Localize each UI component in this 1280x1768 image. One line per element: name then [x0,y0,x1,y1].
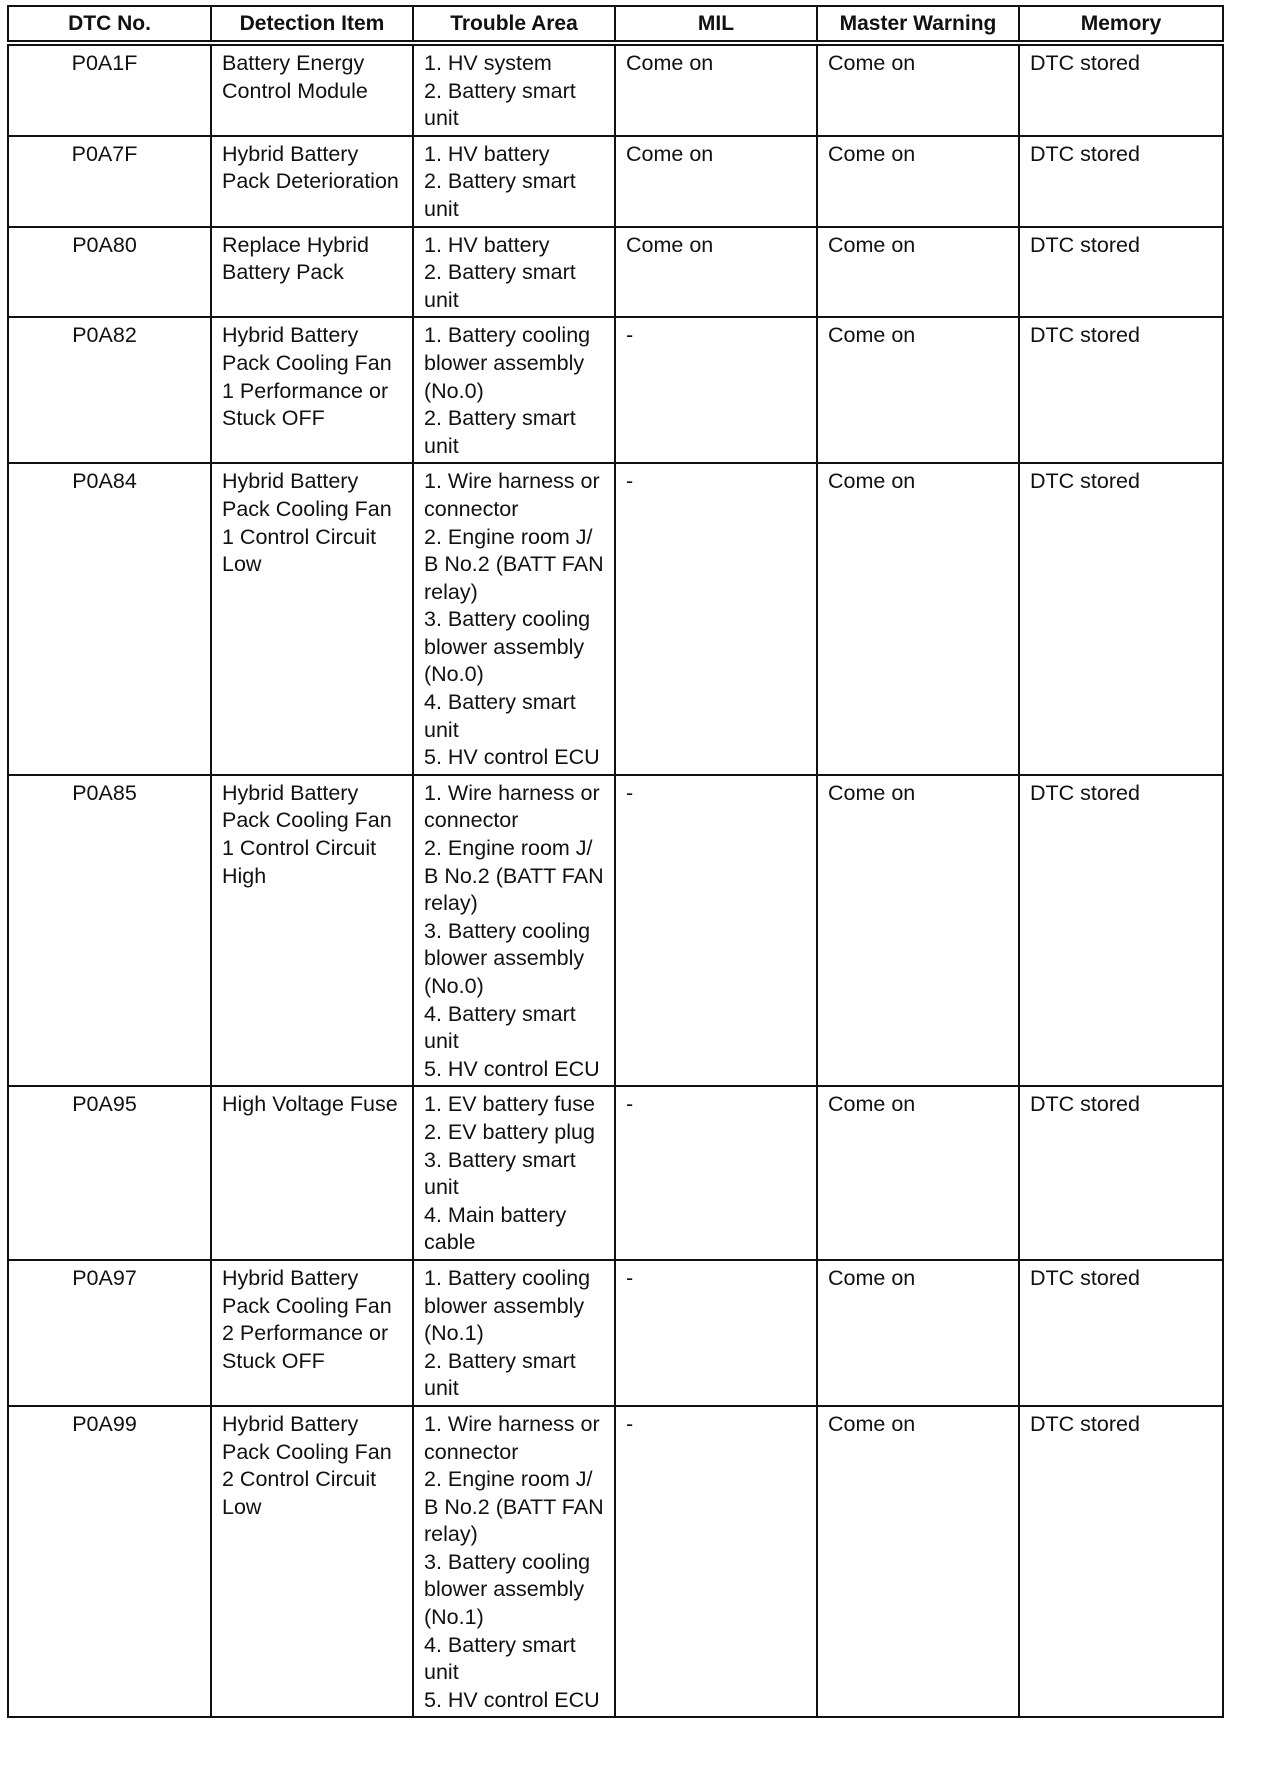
trouble-area-line: 2. Battery smart unit [424,406,576,458]
trouble-area-line: 2. Battery smart unit [424,1348,576,1401]
table-body [8,43,1223,1717]
memory-cell: DTC stored [1019,1086,1223,1260]
memory-cell: DTC stored [1019,136,1223,227]
mil-cell: - [615,463,817,775]
trouble-area-line: 1. Wire harness or connector [424,780,600,833]
dtc-code-cell: P0A82 [8,317,211,463]
dtc-code-cell: P0A84 [8,463,211,775]
trouble-area-cell [413,136,615,227]
detection-item-cell: Hybrid Battery Pack Cooling Fan 1 Control Circuit Low [211,463,413,775]
trouble-area-cell [413,317,615,463]
detection-item-cell: Battery Energy Control Module [211,43,413,136]
trouble-area-cell [413,775,615,1087]
trouble-area-line: 1. Wire harness or connector [424,469,600,521]
memory-cell: DTC stored [1019,43,1223,136]
detection-item-cell: Replace Hybrid Battery Pack [211,227,413,318]
trouble-area-line: 2. Engine room J/ B No.2 (BATT FAN relay) [424,524,604,604]
dtc-code-cell: P0A80 [8,227,211,318]
trouble-area-cell [413,227,615,318]
detection-item-cell: Hybrid Battery Pack Cooling Fan 1 Control Circuit High [211,775,413,1087]
mil-cell: - [615,317,817,463]
master-warning-cell: Come on [817,463,1019,775]
master-warning-cell: Come on [817,1406,1019,1718]
master-warning-cell: Come on [817,43,1019,136]
mil-cell: - [615,1406,817,1718]
table-row [8,136,1223,227]
dtc-code-cell: P0A85 [8,775,211,1087]
trouble-area-line: 1. HV system [424,51,552,75]
dtc-code-cell: P0A97 [8,1260,211,1406]
table-row [8,1086,1223,1260]
header-mil: MIL [615,6,817,43]
table-row [8,227,1223,318]
dtc-document [7,5,1222,1718]
memory-cell: DTC stored [1019,317,1223,463]
trouble-area-line: 1. Wire harness or connector [424,1411,600,1464]
master-warning-cell: Come on [817,227,1019,318]
mil-cell: Come on [615,227,817,318]
table-row [8,775,1223,1087]
table-row [8,463,1223,775]
trouble-area-line: 1. EV battery fuse [424,1092,595,1117]
table-header-row [8,6,1223,43]
memory-cell: DTC stored [1019,1260,1223,1406]
trouble-area-cell [413,1086,615,1260]
detection-item-cell: Hybrid Battery Pack Cooling Fan 1 Performance or Stuck OFF [211,317,413,463]
table-row [8,43,1223,136]
mil-cell: Come on [615,136,817,227]
trouble-area-line: 4. Battery smart unit [424,1632,576,1685]
trouble-area-line: 4. Battery smart unit [424,1001,576,1054]
memory-cell: DTC stored [1019,775,1223,1087]
header-detection-item: Detection Item [211,6,413,43]
detection-item-cell: Hybrid Battery Pack Cooling Fan 2 Performance or Stuck OFF [211,1260,413,1406]
dtc-code-cell: P0A7F [8,136,211,227]
memory-cell: DTC stored [1019,463,1223,775]
trouble-area-line: 2. EV battery plug [424,1119,595,1144]
mil-cell: - [615,775,817,1087]
trouble-area-line: 3. Battery cooling blower assembly (No.1) [424,1549,591,1630]
trouble-area-cell [413,1260,615,1406]
trouble-area-line: 5. HV control ECU [424,745,600,770]
trouble-area-line: 4. Main battery cable [424,1202,567,1255]
dtc-code-cell: P0A99 [8,1406,211,1718]
mil-cell: - [615,1086,817,1260]
trouble-area-cell [413,1406,615,1718]
header-memory: Memory [1019,6,1223,43]
trouble-area-line: 5. HV control ECU [424,1056,600,1081]
detection-item-cell: High Voltage Fuse [211,1086,413,1260]
table-row [8,1260,1223,1406]
trouble-area-line: 3. Battery cooling blower assembly (No.0) [424,607,591,687]
trouble-area-line: 2. Battery smart unit [424,260,576,312]
master-warning-cell: Come on [817,775,1019,1087]
memory-cell: DTC stored [1019,227,1223,318]
dtc-code-cell: P0A1F [8,43,211,136]
trouble-area-line: 2. Engine room J/ B No.2 (BATT FAN relay) [424,1467,604,1547]
detection-item-cell: Hybrid Battery Pack Deterioration [211,136,413,227]
master-warning-cell: Come on [817,136,1019,227]
trouble-area-cell [413,463,615,775]
header-dtc-no: DTC No. [8,6,211,43]
dtc-code-cell: P0A95 [8,1086,211,1260]
master-warning-cell: Come on [817,1260,1019,1406]
detection-item-cell: Hybrid Battery Pack Cooling Fan 2 Control Circuit Low [211,1406,413,1718]
mil-cell: Come on [615,43,817,136]
trouble-area-line: 1. Battery cooling blower assembly (No.0) [424,323,591,403]
trouble-area-line: 2. Engine room J/ B No.2 (BATT FAN relay) [424,836,604,916]
table-row [8,1406,1223,1718]
table-row [8,317,1223,463]
trouble-area-cell [413,43,615,136]
header-master-warning: Master Warning [817,6,1019,43]
trouble-area-line: 2. Battery smart unit [424,169,576,221]
trouble-area-line: 5. HV control ECU [424,1687,600,1712]
memory-cell: DTC stored [1019,1406,1223,1718]
header-trouble-area: Trouble Area [413,6,615,43]
trouble-area-line: 1. HV battery [424,232,550,257]
master-warning-cell: Come on [817,317,1019,463]
trouble-area-line: 1. Battery cooling blower assembly (No.1) [424,1265,591,1346]
trouble-area-line: 2. Battery smart unit [424,78,576,131]
mil-cell: - [615,1260,817,1406]
dtc-table [7,5,1224,1718]
trouble-area-line: 3. Battery cooling blower assembly (No.0) [424,918,591,998]
trouble-area-line: 3. Battery smart unit [424,1147,576,1200]
trouble-area-line: 4. Battery smart unit [424,690,576,742]
trouble-area-line: 1. HV battery [424,141,550,166]
master-warning-cell: Come on [817,1086,1019,1260]
